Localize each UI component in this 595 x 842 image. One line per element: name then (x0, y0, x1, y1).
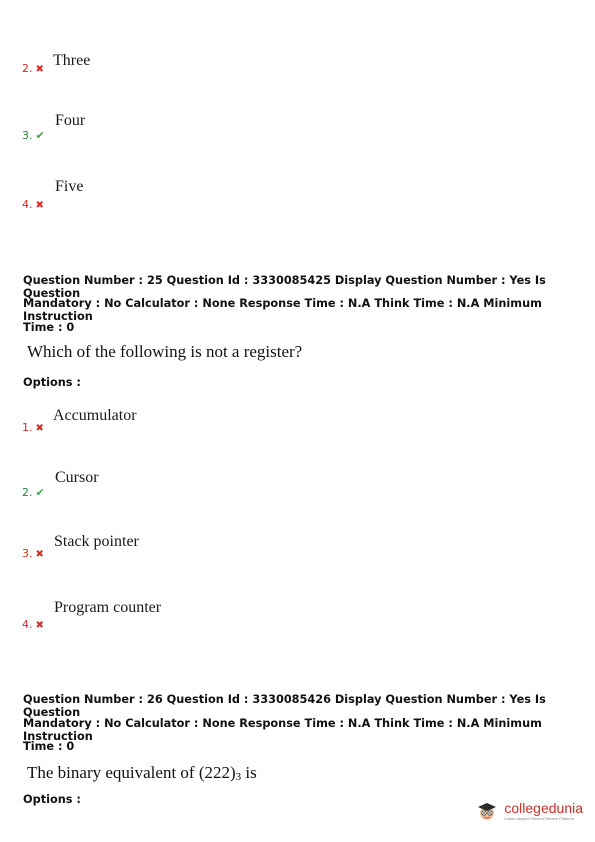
q24-option-2 (22, 57, 44, 76)
cross-icon: ✖ (35, 423, 44, 434)
q25-option-4-text: Program counter (54, 599, 162, 616)
logo-name: collegedunia (504, 800, 583, 816)
cross-icon: ✖ (35, 200, 44, 211)
q26-meta-line-1: Question Number : 26 Question Id : 3330085426 Display Question Number : Yes Is Question (23, 693, 546, 719)
q26-options-label: Options : (23, 793, 81, 806)
q25-question-text: Which of the following is not a register? (27, 342, 303, 361)
q25-meta-line-2: Mandatory : No Calculator : None Response Time : N.A Think Time : N.A Minimum Instruction (23, 297, 542, 323)
q25-option-4 (22, 613, 44, 632)
q25-option-1 (22, 416, 44, 435)
cross-icon: ✖ (35, 64, 44, 75)
q24-option-2-text: Three (53, 52, 91, 69)
check-icon: ✔ (35, 486, 45, 499)
option-number: 4. (22, 618, 33, 631)
option-number: 1. (22, 421, 33, 434)
graduate-mascot-icon (476, 800, 498, 822)
check-icon: ✔ (35, 129, 45, 142)
q25-option-3 (22, 542, 44, 561)
cross-icon: ✖ (35, 549, 44, 560)
q24-option-3 (22, 124, 45, 143)
q26-question-suffix: is (241, 763, 257, 782)
q24-option-4-text: Five (55, 178, 84, 195)
q25-option-2-text: Cursor (55, 469, 99, 486)
q26-meta-line-3: Time : 0 (23, 740, 75, 753)
q26-question-prefix: The binary equivalent of (222) (27, 763, 236, 782)
q25-option-2 (22, 481, 45, 500)
option-number: 2. (22, 486, 33, 499)
q26-question-text (27, 763, 257, 783)
q26-question-subscript: 3 (235, 771, 242, 783)
q25-option-3-text: Stack pointer (54, 533, 139, 550)
q25-options-label: Options : (23, 376, 81, 389)
q24-option-4 (22, 193, 44, 212)
q25-option-1-text: Accumulator (53, 407, 137, 424)
cross-icon: ✖ (35, 620, 44, 631)
q24-option-3-text: Four (55, 112, 86, 129)
option-number: 3. (22, 547, 33, 560)
logo-tagline: India's largest Student Review Platform (504, 816, 575, 821)
option-number: 2. (22, 62, 33, 75)
q26-meta-line-2: Mandatory : No Calculator : None Response Time : N.A Think Time : N.A Minimum Instruction (23, 717, 542, 743)
option-number: 4. (22, 198, 33, 211)
q25-meta-line-1: Question Number : 25 Question Id : 3330085425 Display Question Number : Yes Is Question (23, 274, 546, 300)
collegedunia-logo (476, 800, 583, 822)
option-number: 3. (22, 129, 33, 142)
q25-meta-line-3: Time : 0 (23, 321, 75, 334)
